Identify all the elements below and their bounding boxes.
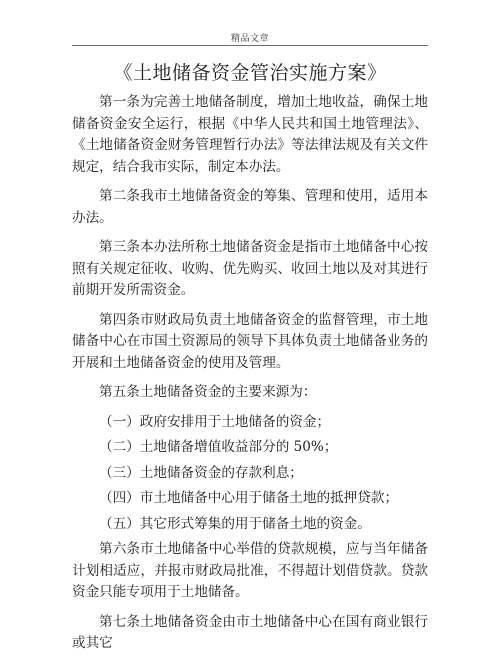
funding-source-item: （三）土地储备资金的存款利息； [99, 464, 303, 481]
article-3-paragraph: 第三条本办法所称土地储备资金是指市土地储备中心按照有关规定征收、收购、优先购买、收回土地以及对其进行前期开发所需资金。 [72, 239, 428, 298]
document-body [72, 92, 428, 655]
funding-source-item: （二）土地储备增值收益部分的 50%； [99, 439, 338, 455]
article-2-paragraph: 第二条我市土地储备资金的筹集、管理和使用，适用本办法。 [72, 188, 428, 226]
page-header-text: 精品文章 [230, 34, 269, 44]
page-header [72, 0, 428, 46]
article-7-paragraph: 第七条土地储备资金由市土地储备中心在国有商业银行或其它 [72, 613, 428, 651]
funding-source-item: （四）市土地储备中心用于储备土地的抵押贷款； [99, 490, 399, 506]
article-1-paragraph: 第一条为完善土地储备制度，增加土地收益，确保土地储备资金安全运行，根据《中华人民共和国土地管理法》、《土地储备资金财务管理暂行办法》等法律法规及有关文件规定，结合我市实际，制定本办法。 [72, 94, 428, 175]
article-4-paragraph: 第四条市财政局负责土地储备资金的监督管理，市土地储备中心在市国土资源局的领导下具体负责土地储备业务的开展和土地储备资金的使用及管理。 [72, 311, 428, 371]
article-5-paragraph: 第五条土地储备资金的主要来源为： [99, 384, 317, 400]
article-6-paragraph: 第六条市土地储备中心举借的贷款规模，应与当年储备计划相适应，并报市财政局批准，不得超计划借贷款。贷款资金只能专项用于土地储备。 [72, 541, 428, 600]
funding-source-item: （五）其它形式筹集的用于储备土地的资金。 [99, 515, 371, 532]
document-title: 《土地储备资金管治实施方案》 [113, 62, 387, 84]
funding-source-item: （一）政府安排用于土地储备的资金； [99, 413, 331, 430]
